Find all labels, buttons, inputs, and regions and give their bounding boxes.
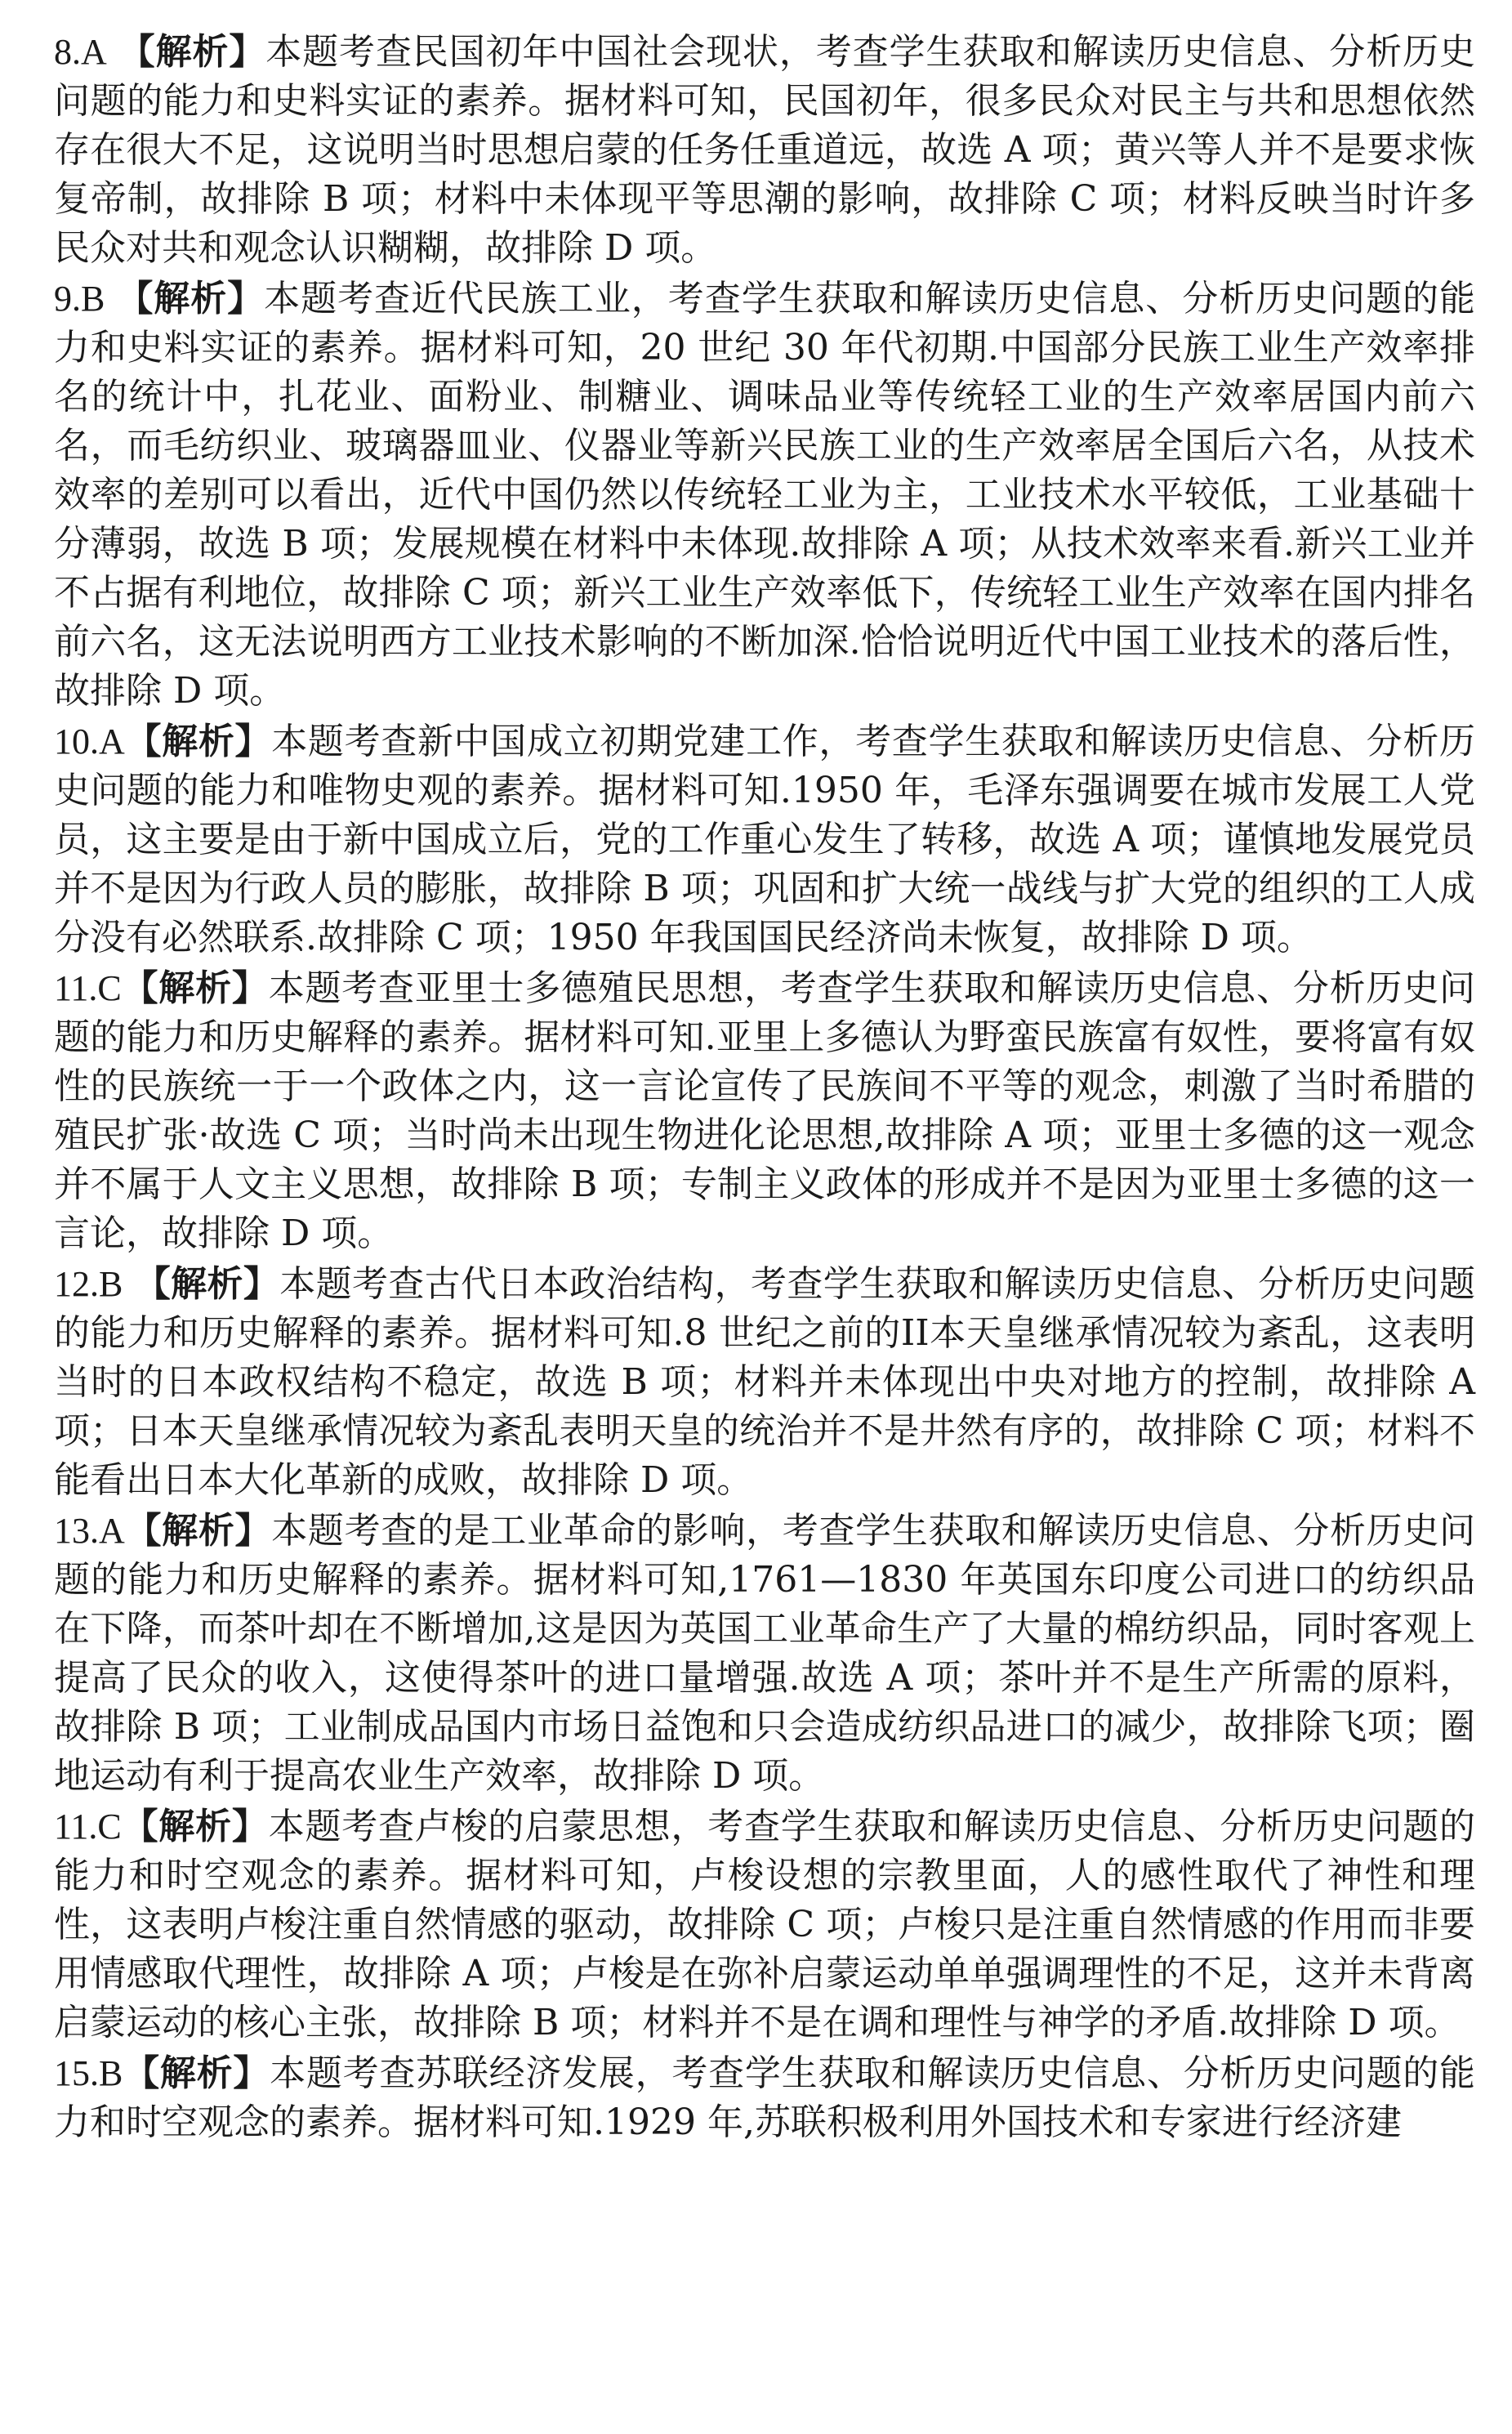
analysis-tag: 【解析】 [121,1806,269,1847]
item-number: 9.B [54,279,105,319]
explanation-item-8 [54,28,1475,273]
item-number: 15.B [54,2053,123,2093]
analysis-tag: 【解析】 [124,1510,272,1552]
item-number: 11.C [54,1807,122,1847]
analysis-tag: 【解析】 [121,967,269,1009]
item-number: 13.A [54,1511,125,1551]
explanation-text: 本题考查近代民族工业，考查学生获取和解读历史信息、分析历史问题的能力和史料实证的素养。据材料可知，20 世纪 30 年代初期.中国部分民族工业生产效率排名的统计中，扎花业、面粉业、制糖业、调味品业等传统轻工业的生产效率居国内前六名，而毛纺织业、玻璃器皿业、仪器业等新兴民族工业的生产效率居全国后六名，从技术效率的差别可以看出，近代中国仍然以传统轻工业为主，工业技术水平较低，工业基础十分薄弱，故选 B 项；发展规模在材料中未体现.故排除 A 项；从技术效率来看.新兴工业并不占据有利地位，故排除 C 项；新兴工业生产效率低下，传统轻工业生产效率在国内排名前六名，这无法说明西方工业技术影响的不断加深.恰恰说明近代中国工业技术的落后性，故排除 D 项。 [54,278,1475,712]
explanation-item-10 [54,717,1475,962]
explanation-item-13 [54,1507,1475,1801]
item-number: 11.C [54,968,122,1008]
analysis-tag: 【解析】 [118,31,266,73]
explanation-text: 本题考查新中国成立初期党建工作，考查学生获取和解读历史信息、分析历史问题的能力和唯物史观的素养。据材料可知.1950 年，毛泽东强调要在城市发展工人党员，这主要是由于新中国成立后，党的工作重心发生了转移，故选 A 项；谨慎地发展党员并不是因为行政人员的膨胀，故排除 B 项；巩固和扩大统一战线与扩大党的组织的工人成分没有必然联系.故排除 C 项；1950 年我国国民经济尚未恢复，故排除 D 项。 [54,721,1476,958]
analysis-tag: 【解析】 [134,1263,280,1305]
answer-explanations [54,28,1475,2149]
item-number: 8.A [54,32,107,72]
explanation-text: 本题考查的是工业革命的影响，考查学生获取和解读历史信息、分析历史问题的能力和历史解释的素养。据材料可知,1761—1830 年英国东印度公司进口的纺织品在下降，而茶叶却在不断增加,这是因为英国工业革命生产了大量的棉纺织品，同时客观上提高了民众的收入，这使得茶叶的进口量增强.故选 A 项；茶叶并不是生产所需的原料，故排除 B 项；工业制成品国内市场日益饱和只会造成纺织品进口的减少，故排除飞项；圈地运动有利于提高农业生产效率，故排除 D 项。 [54,1510,1476,1797]
item-number: 10.A [54,721,125,761]
explanation-text: 本题考查卢梭的启蒙思想，考查学生获取和解读历史信息、分析历史问题的能力和时空观念的素养。据材料可知，卢梭设想的宗教里面，人的感性取代了神性和理性，这表明卢梭注重自然情感的驱动，故排除 C 项；卢梭只是注重自然情感的作用而非要用情感取代理性，故排除 A 项；卢梭是在弥补启蒙运动单单强调理性的不足，这并未背离启蒙运动的核心主张，故排除 B 项；材料并不是在调和理性与神学的矛盾.故排除 D 项。 [54,1806,1476,2043]
explanation-item-15 [54,2049,1475,2147]
explanation-item-12 [54,1260,1475,1505]
explanation-item-14 [54,1802,1475,2048]
explanation-item-9 [54,275,1475,716]
analysis-tag: 【解析】 [124,721,272,762]
item-number: 12.B [54,1264,123,1304]
explanation-text: 本题考查亚里士多德殖民思想，考查学生获取和解读历史信息、分析历史问题的能力和历史解释的素养。据材料可知.亚里上多德认为野蛮民族富有奴性，要将富有奴性的民族统一于一个政体之内，这一言论宣传了民族间不平等的观念，刺激了当时希腊的殖民扩张·故选 C 项；当时尚未出现生物进化论思想,故排除 A 项；亚里士多德的这一观念并不属于人文主义思想，故排除 B 项；专制主义政体的形成并不是因为亚里士多德的这一言论，故排除 D 项。 [54,967,1476,1254]
explanation-text: 本题考查古代日本政治结构，考查学生获取和解读历史信息、分析历史问题的能力和历史解释的素养。据材料可知.8 世纪之前的II本天皇继承情况较为紊乱，这表明当时的日本政权结构不稳定，故选 B 项；材料并未体现出中央对地方的控制，故排除 A 项；日本天皇继承情况较为紊乱表明天皇的统治并不是井然有序的，故排除 C 项；材料不能看出日本大化革新的成败，故排除 D 项。 [54,1263,1475,1501]
explanation-text: 本题考查苏联经济发展，考查学生获取和解读历史信息、分析历史问题的能力和时空观念的素养。据材料可知.1929 年,苏联积极利用外国技术和专家进行经济建 [54,2052,1476,2143]
analysis-tag: 【解析】 [117,278,265,319]
explanation-text: 本题考查民国初年中国社会现状，考查学生获取和解读历史信息、分析历史问题的能力和史料实证的素养。据材料可知，民国初年，很多民众对民主与共和思想依然存在很大不足，这说明当时思想启蒙的任务任重道远，故选 A 项；黄兴等人并不是要求恢复帝制，故排除 B 项；材料中未体现平等思潮的影响，故排除 C 项；材料反映当时许多民众对共和观念认识糊糊，故排除 D 项。 [54,31,1475,269]
explanation-item-11 [54,964,1475,1258]
analysis-tag: 【解析】 [123,2052,270,2094]
